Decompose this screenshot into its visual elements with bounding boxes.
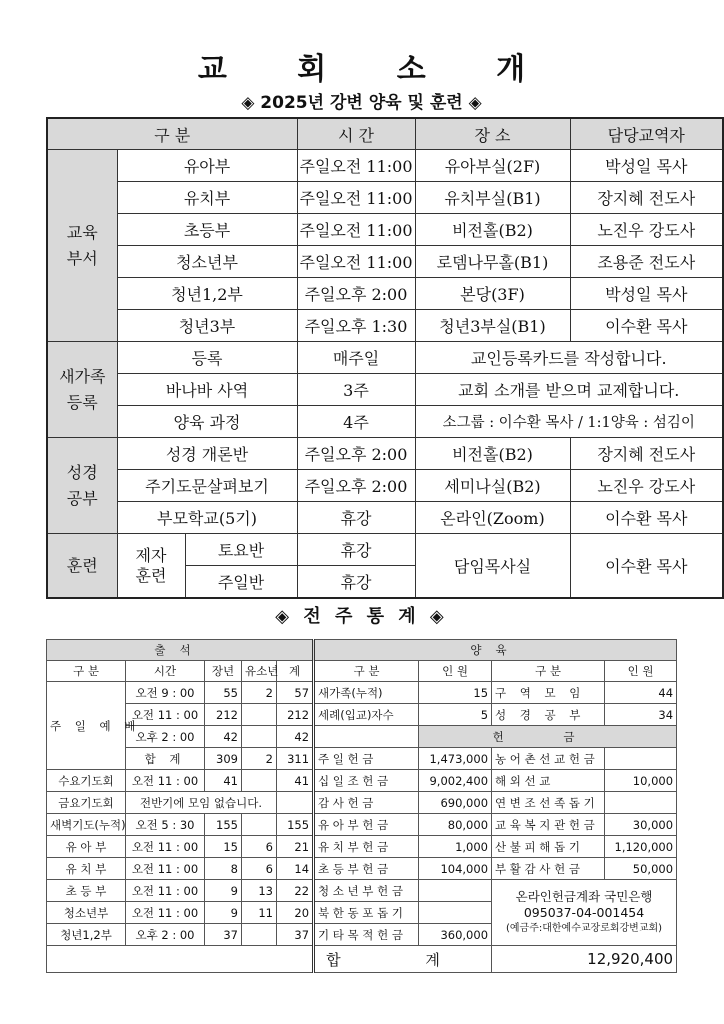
total-count: 155 (277, 814, 314, 836)
service-name: 청년1,2부 (47, 924, 126, 946)
program-place: 유아부실(2F) (415, 150, 570, 182)
disciple-training-label: 제자 훈련 (117, 534, 185, 599)
program-time: 휴강 (297, 502, 415, 534)
youth-count: 11 (242, 902, 277, 924)
program-pastor: 박성일 목사 (570, 278, 723, 310)
header-pastor: 담당교역자 (570, 118, 723, 150)
program-place: 본당(3F) (415, 278, 570, 310)
offering-label: 북 한 동 포 돕 기 (314, 902, 419, 924)
adult-count: 15 (205, 836, 242, 858)
service-time: 오전 11 : 00 (126, 836, 205, 858)
service-time: 오후 2 : 00 (126, 726, 205, 748)
training-pastor: 이수환 목사 (570, 534, 723, 599)
nurture-count: 5 (419, 704, 492, 726)
program-description: 교인등록카드를 작성합니다. (415, 342, 723, 374)
program-pastor: 박성일 목사 (570, 150, 723, 182)
program-place: 비전홀(B2) (415, 214, 570, 246)
total-count: 20 (277, 902, 314, 924)
offering-amount: 104,000 (419, 858, 492, 880)
online-account-info (492, 880, 677, 946)
group-label-edu: 교육 부서 (47, 150, 117, 342)
total-count: 21 (277, 836, 314, 858)
service-name: 청소년부 (47, 902, 126, 924)
nurture-col-header: 구 분 (314, 661, 419, 682)
program-name: 주기도문살펴보기 (117, 470, 297, 502)
nurture-col-header: 인 원 (419, 661, 492, 682)
stats-table (46, 639, 677, 973)
service-time: 오전 11 : 00 (126, 858, 205, 880)
nurture-col-header: 인 원 (605, 661, 677, 682)
program-place: 비전홀(B2) (415, 438, 570, 470)
total-count: 41 (277, 770, 314, 792)
total-count: 42 (277, 726, 314, 748)
youth-count (242, 704, 277, 726)
offering-label: 초 등 부 헌 금 (314, 858, 419, 880)
program-name: 등록 (117, 342, 297, 374)
stats-title: ◈ 전 주 통 계 ◈ (275, 606, 448, 627)
program-name: 초등부 (117, 214, 297, 246)
youth-count: 13 (242, 880, 277, 902)
total-count: 37 (277, 924, 314, 946)
youth-count: 2 (242, 748, 277, 770)
offering-amount: 1,120,000 (605, 836, 677, 858)
program-pastor: 노진우 강도사 (570, 214, 723, 246)
offering-header-spacer (314, 726, 419, 748)
total-count (277, 792, 314, 814)
service-time: 오전 11 : 00 (126, 902, 205, 924)
program-name: 유치부 (117, 182, 297, 214)
offering-amount: 9,002,400 (419, 770, 492, 792)
total-count: 212 (277, 704, 314, 726)
adult-count: 41 (205, 770, 242, 792)
offering-label: 주 일 헌 금 (314, 748, 419, 770)
offering-label: 해 외 선 교 (492, 770, 605, 792)
program-description: 교회 소개를 받으며 교제합니다. (415, 374, 723, 406)
program-pastor: 노진우 강도사 (570, 470, 723, 502)
adult-count: 8 (205, 858, 242, 880)
total-count: 14 (277, 858, 314, 880)
group-label-newfamily: 새가족 등록 (47, 342, 117, 438)
service-time: 오전 11 : 00 (126, 770, 205, 792)
service-name: 새벽기도(누적) (47, 814, 126, 836)
service-time: 오전 9 : 00 (126, 682, 205, 704)
offering-label: 부 활 감 사 헌 금 (492, 858, 605, 880)
nurture-count: 44 (605, 682, 677, 704)
adult-count: 42 (205, 726, 242, 748)
training-place: 담임목사실 (415, 534, 570, 599)
program-pastor: 이수환 목사 (570, 310, 723, 342)
adult-count: 9 (205, 880, 242, 902)
program-description: 소그룹 : 이수환 목사 / 1:1양육 : 섬김이 (415, 406, 723, 438)
attendance-col-header: 장년 (205, 661, 242, 682)
page-title: 교 회 소 개 (197, 52, 556, 87)
attendance-col-header: 계 (277, 661, 314, 682)
program-time: 주일오후 1:30 (297, 310, 415, 342)
offering-label: 감 사 헌 금 (314, 792, 419, 814)
attendance-header: 출석 (47, 640, 314, 661)
offering-label: 기 타 목 적 헌 금 (314, 924, 419, 946)
nurture-count: 15 (419, 682, 492, 704)
program-time: 주일오후 2:00 (297, 278, 415, 310)
offering-amount (419, 880, 492, 902)
nurture-label: 성 경 공 부 (492, 704, 605, 726)
grand-total-value: 12,920,400 (492, 946, 677, 973)
training-status: 휴강 (297, 534, 415, 566)
program-time: 주일오후 2:00 (297, 470, 415, 502)
offering-amount: 80,000 (419, 814, 492, 836)
offering-header: 헌 금 (419, 726, 677, 748)
nurture-header: 양육 (314, 640, 677, 661)
program-duration: 매주일 (297, 342, 415, 374)
adult-count: 212 (205, 704, 242, 726)
nurture-col-header: 구 분 (492, 661, 605, 682)
offering-amount: 690,000 (419, 792, 492, 814)
service-name: 유 치 부 (47, 858, 126, 880)
offering-label: 유 치 부 헌 금 (314, 836, 419, 858)
offering-label: 십 일 조 헌 금 (314, 770, 419, 792)
header-time: 시 간 (297, 118, 415, 150)
program-time: 주일오전 11:00 (297, 150, 415, 182)
program-pastor: 이수환 목사 (570, 502, 723, 534)
program-name: 유아부 (117, 150, 297, 182)
program-table (46, 117, 724, 599)
service-name: 금요기도회 (47, 792, 126, 814)
program-place: 온라인(Zoom) (415, 502, 570, 534)
service-name: 유 아 부 (47, 836, 126, 858)
total-count: 57 (277, 682, 314, 704)
offering-amount (605, 792, 677, 814)
offering-amount (605, 748, 677, 770)
offering-amount: 50,000 (605, 858, 677, 880)
program-name: 양육 과정 (117, 406, 297, 438)
program-name: 바나바 사역 (117, 374, 297, 406)
offering-label: 농 어 촌 선 교 헌 금 (492, 748, 605, 770)
adult-count: 55 (205, 682, 242, 704)
program-time: 주일오후 2:00 (297, 438, 415, 470)
offering-amount (419, 902, 492, 924)
program-duration: 4주 (297, 406, 415, 438)
program-pastor: 조용준 전도사 (570, 246, 723, 278)
youth-count (242, 814, 277, 836)
offering-label: 연 변 조 선 족 돕 기 (492, 792, 605, 814)
youth-count (242, 924, 277, 946)
program-place: 세미나실(B2) (415, 470, 570, 502)
nurture-label: 구 역 모 임 (492, 682, 605, 704)
program-name: 청년1,2부 (117, 278, 297, 310)
youth-count: 6 (242, 836, 277, 858)
total-count: 311 (277, 748, 314, 770)
program-name: 청소년부 (117, 246, 297, 278)
attendance-col-header: 유소년 (242, 661, 277, 682)
training-class: 토요반 (185, 534, 297, 566)
offering-label: 유 아 부 헌 금 (314, 814, 419, 836)
service-time: 오전 5 : 30 (126, 814, 205, 836)
program-time: 주일오전 11:00 (297, 246, 415, 278)
program-time: 주일오전 11:00 (297, 214, 415, 246)
total-spacer (47, 946, 314, 973)
program-duration: 3주 (297, 374, 415, 406)
nurture-label: 새가족(누적) (314, 682, 419, 704)
service-time: 오전 11 : 00 (126, 880, 205, 902)
program-pastor: 장지혜 전도사 (570, 438, 723, 470)
service-time: 오후 2 : 00 (126, 924, 205, 946)
account-line: 온라인헌금계좌 국민은행 (515, 888, 653, 904)
offering-amount: 1,000 (419, 836, 492, 858)
account-line: 095037-04-001454 (523, 904, 645, 920)
service-time: 오전 11 : 00 (126, 704, 205, 726)
program-time: 주일오전 11:00 (297, 182, 415, 214)
program-name: 성경 개론반 (117, 438, 297, 470)
adult-count: 309 (205, 748, 242, 770)
service-name: 수요기도회 (47, 770, 126, 792)
sum-label: 합 계 (126, 748, 205, 770)
sunday-service-label: 주 일 예 배 (47, 682, 126, 770)
total-count: 22 (277, 880, 314, 902)
program-name: 부모학교(5기) (117, 502, 297, 534)
attendance-col-header: 구 분 (47, 661, 126, 682)
header-category: 구 분 (47, 118, 297, 150)
group-label-bible: 성경 공부 (47, 438, 117, 534)
youth-count (242, 726, 277, 748)
nurture-label: 세례(입교)자수 (314, 704, 419, 726)
offering-label: 청 소 년 부 헌 금 (314, 880, 419, 902)
attendance-col-header: 시간 (126, 661, 205, 682)
grand-total-label: 합 계 (314, 946, 492, 973)
youth-count (242, 770, 277, 792)
page-subtitle: ◈ 2025년 강변 양육 및 훈련 ◈ (241, 93, 482, 113)
offering-label: 산 불 피 해 돕 기 (492, 836, 605, 858)
youth-count: 6 (242, 858, 277, 880)
header-place: 장 소 (415, 118, 570, 150)
offering-amount: 1,473,000 (419, 748, 492, 770)
program-place: 로뎀나무홀(B1) (415, 246, 570, 278)
service-name: 초 등 부 (47, 880, 126, 902)
offering-label: 교 육 복 지 관 헌 금 (492, 814, 605, 836)
offering-amount: 360,000 (419, 924, 492, 946)
offering-amount: 30,000 (605, 814, 677, 836)
nurture-count: 34 (605, 704, 677, 726)
training-status: 휴강 (297, 566, 415, 599)
group-label-training: 훈련 (47, 534, 117, 599)
offering-amount: 10,000 (605, 770, 677, 792)
program-name: 청년3부 (117, 310, 297, 342)
youth-count: 2 (242, 682, 277, 704)
program-place: 유치부실(B1) (415, 182, 570, 214)
adult-count: 37 (205, 924, 242, 946)
friday-note: 전반기에 모임 없습니다. (126, 792, 277, 814)
adult-count: 155 (205, 814, 242, 836)
account-line: (예금주:대한예수교장로회강변교회) (505, 922, 663, 934)
program-pastor: 장지혜 전도사 (570, 182, 723, 214)
adult-count: 9 (205, 902, 242, 924)
training-class: 주일반 (185, 566, 297, 599)
program-place: 청년3부실(B1) (415, 310, 570, 342)
